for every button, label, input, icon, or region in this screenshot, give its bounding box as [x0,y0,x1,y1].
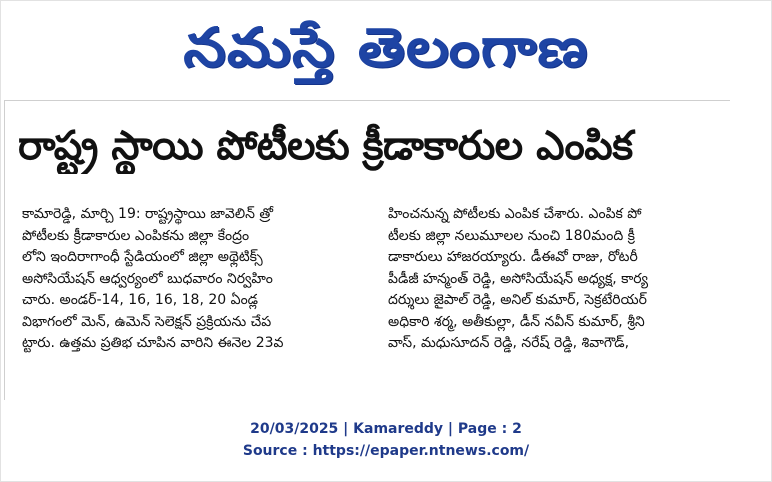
article-line: టీలకు జిల్లా నలుమూలల నుంచి 180మంది క్రీ [388,227,635,244]
clipping-left-rule [4,100,5,400]
article-line: కామారెడ్డి, మార్చి 19: రాష్ట్రస్థాయి జావెలిన్ త్రో [22,206,274,222]
source-link: Source : https://epaper.ntnews.com/ [242,443,530,459]
article-line: హించనున్న పోటీలకు ఎంపిక చేశారు. ఎంపిక పో [388,206,642,222]
article-line: డాకారులు హాజరయ్యారు. డీఈవో రాజు, రోటరీ [388,249,638,265]
article-column-right [388,204,728,355]
newspaper-masthead [0,8,772,88]
article-line: అధికారి శర్మ, అతీకుల్లా, డీన్ నవీన్ కుమార్, శ్రీని [388,313,645,330]
article-line: విభాగంలో మెన్, ఉమెన్ సెలెక్షన్ ప్రక్రియను చేప [22,313,272,330]
article-line: ట్టారు. ఉత్తమ ప్రతిభ చూపిన వారిని ఈనెల 23వ [22,335,284,351]
newspaper-logo: నమస్తే తెలంగాణ [183,16,589,79]
article-line: లోని ఇందిరాగాంధీ స్టేడియంలో జిల్లా అథ్లెటిక్స్ [22,249,263,265]
article-line: వాస్, మధుసూదన్ రెడ్డి, నరేష్ రెడ్డి, శివాగౌడ్, [388,335,630,351]
article-headline: రాష్ట్ర స్థాయి పోటీలకు క్రీడాకారుల ఎంపిక [18,123,633,169]
edition-info: 20/03/2025 | Kamareddy | Page : 2 [250,421,522,437]
article-line: అసోసియేషన్ ఆధ్వర్యంలో బుధవారం నిర్వహిం [22,270,273,287]
article-line: పీడీజీ హన్మంత్ రెడ్డి, అసోసియేషన్ అధ్యక్ష, కార్య [388,270,649,287]
article-line: చారు. అండర్-14, 16, 16, 18, 20 ఏండ్ల [22,292,259,308]
clipping-top-rule [4,100,730,101]
article-line: దర్శులు జైపాల్ రెడ్డి, అనిల్ కుమార్, సెక్రటేరియర్ [388,292,647,308]
news-clipping [4,100,730,400]
article-column-left [22,204,362,355]
article-line: పోటీలకు క్రీడాకారుల ఎంపికను జిల్లా కేంద్రం [22,227,250,244]
